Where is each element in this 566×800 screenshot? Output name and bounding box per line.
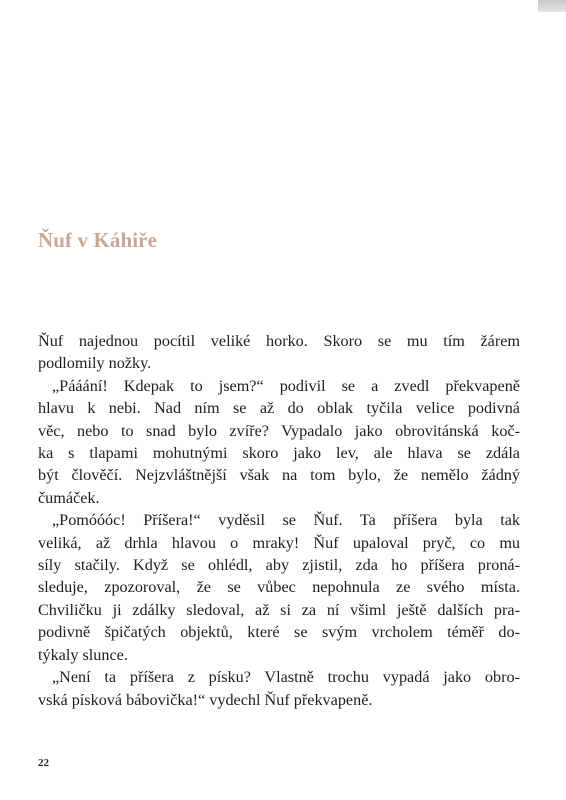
paragraph-4 <box>38 666 520 711</box>
text-line: vská písková bábovička!“ vydechl Ňuf překvapeně. <box>38 690 373 709</box>
body-text <box>38 330 520 711</box>
text-line: týkaly slunce. <box>38 645 128 664</box>
text-line: síly stačily. Když se ohlédl, aby zjistil, zda ho příšera proná- <box>38 556 520 575</box>
text-line: „Pááání! Kdepak to jsem?“ podivil se a zvedl překvapeně <box>52 376 520 395</box>
page-number: 22 <box>38 757 49 769</box>
paragraph-1 <box>38 330 520 375</box>
text-line: Ňuf najednou pocítil veliké horko. Skoro se mu tím žárem <box>38 332 520 350</box>
text-line: veliká, až drhla hlavou o mraky! Ňuf upaloval pryč, co mu <box>38 533 520 552</box>
text-line: podlomily nožky. <box>38 354 152 373</box>
text-line: „Pomóóóc! Příšera!“ vyděsil se Ňuf. Ta příšera byla tak <box>52 511 520 530</box>
chapter-title: Ňuf v Káhiře <box>38 228 158 252</box>
text-line: čumáček. <box>38 488 100 507</box>
text-line: podivně špičatých objektů, které se svým vrcholem téměř do- <box>38 623 520 642</box>
text-line: „Není ta příšera z písku? Vlastně trochu vypadá jako obro- <box>52 668 520 687</box>
paragraph-2 <box>38 375 520 509</box>
text-line: Chviličku ji zdálky sledoval, až si za ní všiml ještě dalších pra- <box>38 600 520 619</box>
text-line: věc, nebo to snad bylo zvíře? Vypadalo jako obrovitánská koč- <box>38 421 520 440</box>
text-line: být člověčí. Nejzvláštnější však na tom bylo, že nemělo žádný <box>38 466 520 485</box>
paragraph-3 <box>38 509 520 666</box>
text-line: sleduje, zpozoroval, že se vůbec nepohnula ze svého místa. <box>38 578 520 597</box>
text-line: hlavu k nebi. Nad ním se až do oblak tyčila velice podivná <box>38 399 520 418</box>
page-corner-mark <box>538 0 566 12</box>
text-line: ka s tlapami mohutnými skoro jako lev, ale hlava se zdála <box>38 444 520 463</box>
